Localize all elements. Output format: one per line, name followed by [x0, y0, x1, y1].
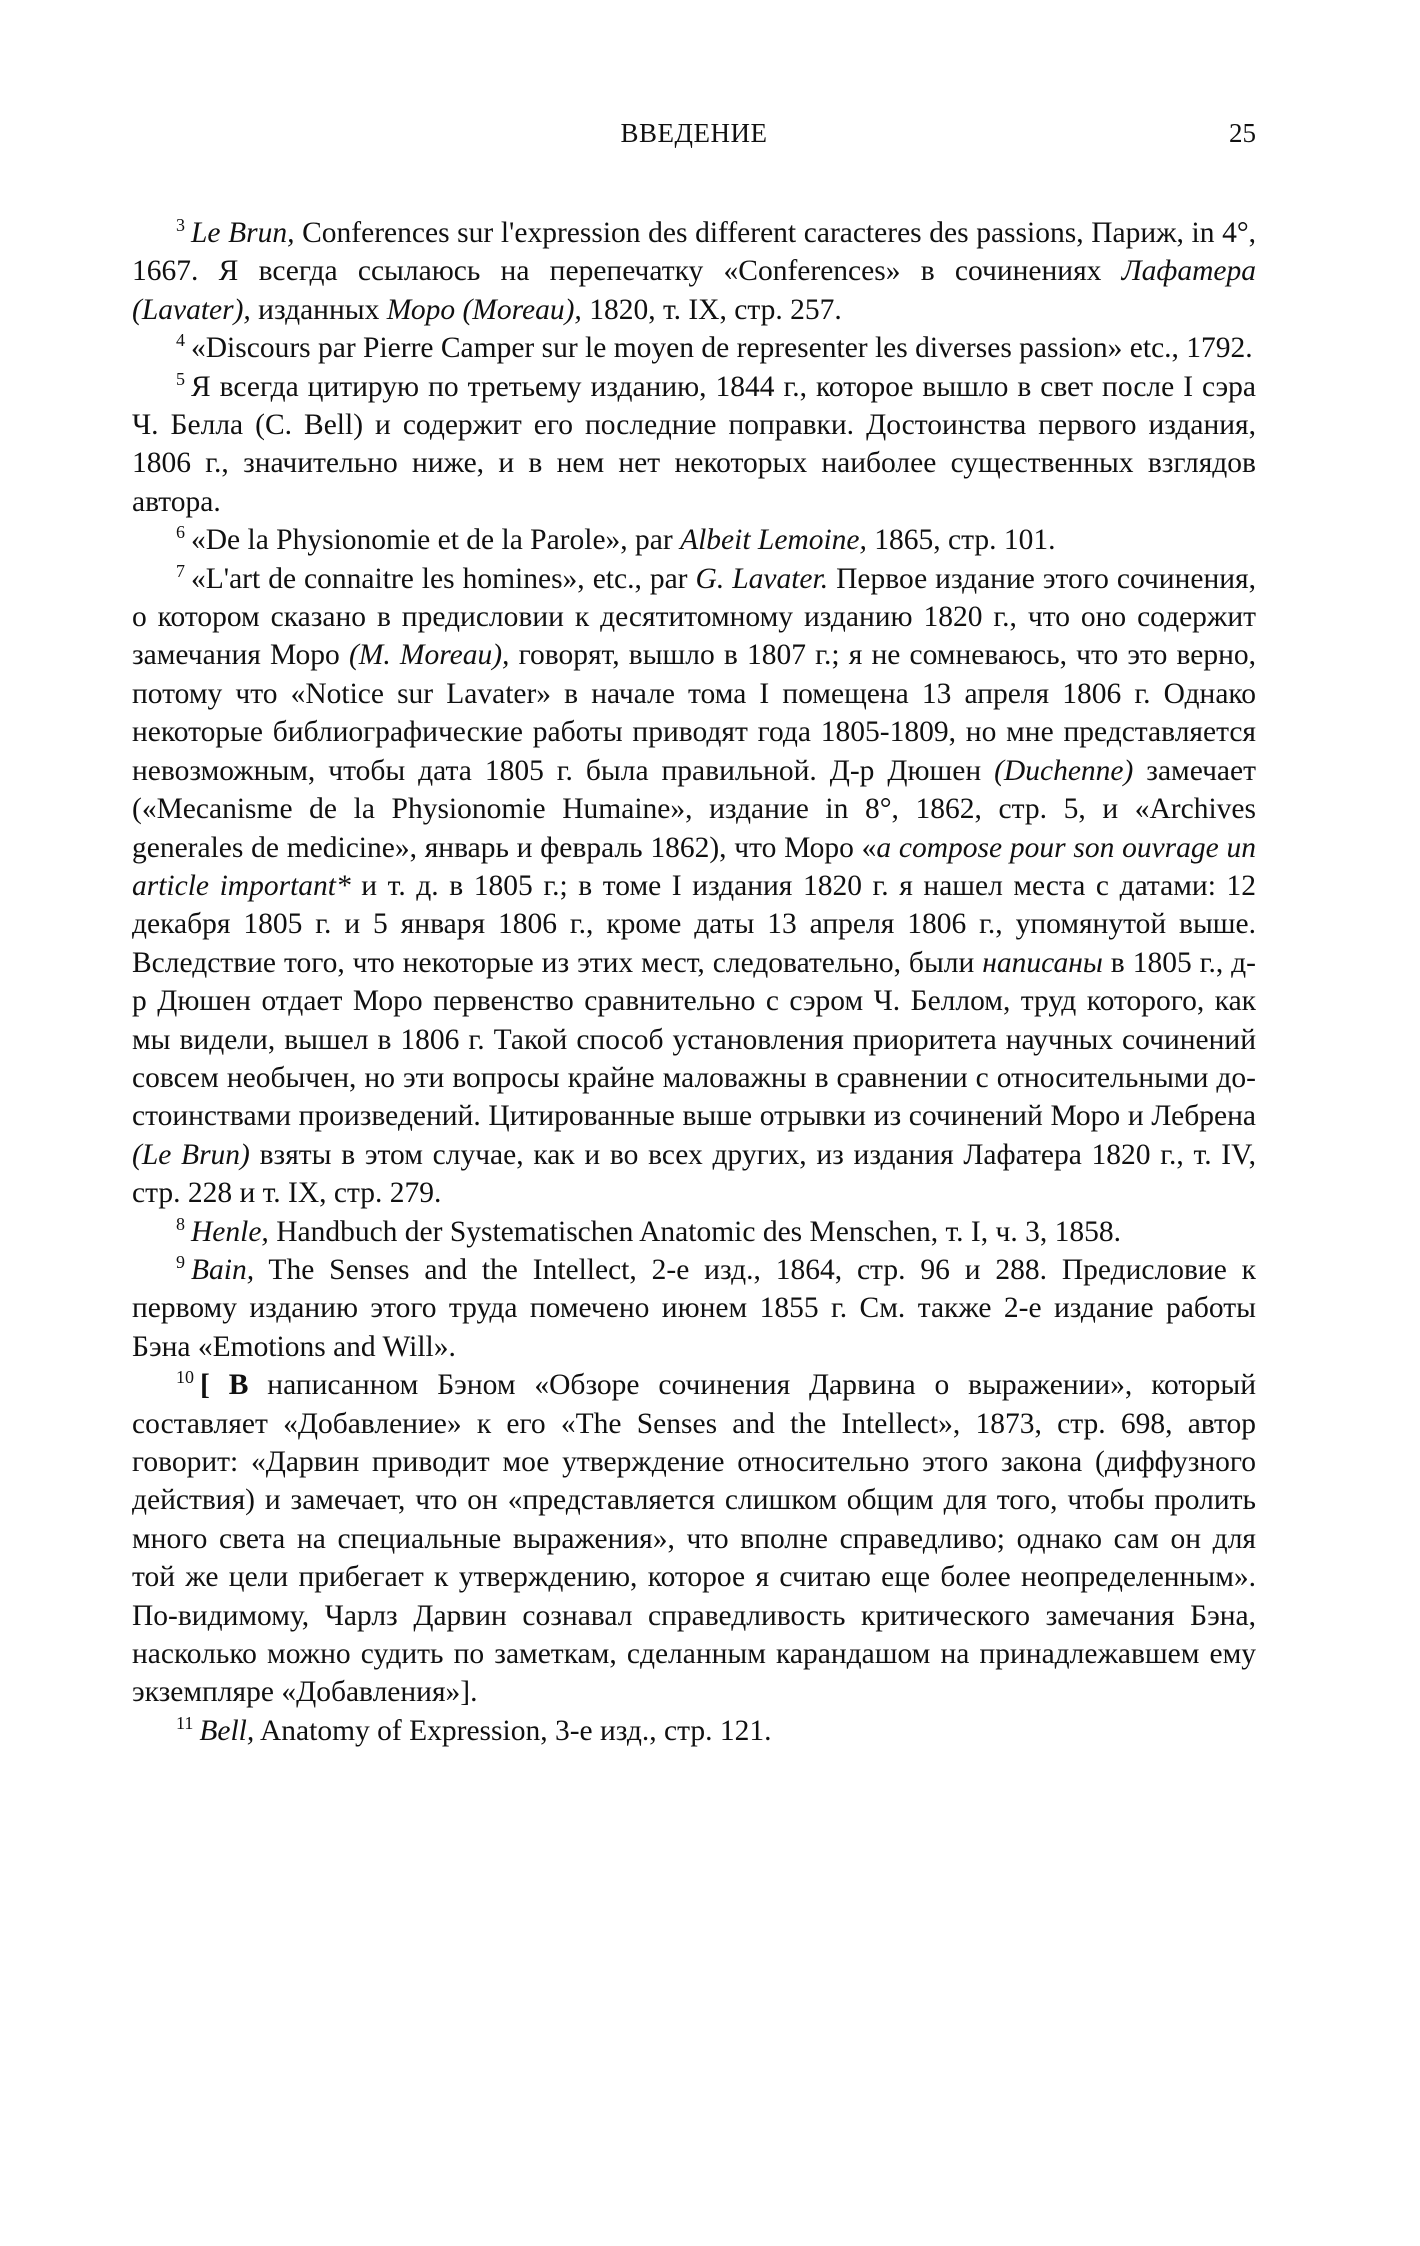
footnote-text: «Discours par Pierre Camper sur le moyen de representer les diverses passion» etc., 1792.: [191, 332, 1253, 365]
footnote-italic-text: Le Brun,: [191, 217, 295, 249]
book-page: [132, 118, 1256, 1750]
footnote-number: 9: [176, 1252, 185, 1273]
footnote-text: Conferences sur l'expression des different caracteres des passions, Париж, in 4°, 1667. Я всегда ссылаюсь на перепечатку «Conferences» в сочинениях: [132, 217, 1256, 288]
footnote-number: 3: [176, 215, 185, 236]
footnote-italic-text: Лафатера (Lavater),: [132, 255, 1256, 326]
footnote-italic-text: (Le Brun): [132, 1138, 250, 1171]
footnote-text: говорят, вышло в 1807 г.; я не сомневаюсь, что это верно, потому что «Notice sur Lavater» в начале тома I помещена 13 апреля 1806 г. Однако некоторые библиографические работы приводят года 1805-1809, но мне представляется невозможным, чтобы дата 1805 г. была правильной. Д-р Дюшен: [132, 639, 1257, 787]
footnote-number: 11: [176, 1713, 194, 1734]
footnote-text: в 1805 г., д-р Дюшен отдает Моро первенство сравнительно с сэром Ч. Беллом, труд которого, как мы видели, вышел в 1806 г. Такой способ установления приоритета научных сочинений совсем необычен, но эти вопросы крайне маловажны в сравнении с относительными достоинствами произведений. Цитированные выше отрывки из сочинений Моро и Лебрена: [132, 946, 1256, 1133]
footnote-text: и т. д. в 1805 г.; в томе I издания 1820 г. я нашел места с датами: 12 декабря 1805 г. и 5 января 1806 г., кроме даты 13 апреля 1806 г., упомянутой выше. Вследствие того, что некоторые из этих мест, следовательно, были: [132, 869, 1256, 979]
footnote-italic-text: Bain,: [191, 1253, 255, 1286]
footnote-7: [132, 560, 1256, 1213]
footnote-text: изданных: [250, 293, 387, 326]
footnote-text: Anatomy of Expression, 3-е изд., стр. 121.: [254, 1714, 772, 1747]
footnote-text: Я всегда цитирую по третьему изданию, 1844 г., которое вышло в свет после I сэра Ч. Белла (C. Bell) и содержит его последние поправки. Достоинства первого издания, 1806 г., значительно ниже, и в нем нет некоторых наиболее существенных взглядов автора.: [132, 370, 1256, 518]
footnote-text: «L'art de connaitre les homines», etc., par: [191, 562, 696, 595]
footnote-10: [132, 1366, 1256, 1712]
footnote-text: Handbuch der Systematischen Anatomic des Menschen, т. I, ч. 3, 1858.: [268, 1215, 1121, 1248]
footnote-bold-text: [ В: [200, 1369, 249, 1402]
footnote-italic-text: Albeit Lemoine,: [680, 524, 867, 557]
footnote-text: замечает («Mecanisme de la Physionomie Humaine», издание in 8°, 1862, стр. 5, и «Archives generales de medicine», январь и февраль 1862), что Моро «: [132, 754, 1256, 864]
footnote-text: «De la Physionomie et de la Parole», par: [191, 524, 681, 557]
footnote-number: 6: [176, 522, 185, 543]
footnote-5: [132, 368, 1256, 522]
footnote-number: 8: [176, 1213, 185, 1234]
footnote-11: [132, 1712, 1256, 1750]
page-number: 25: [1229, 118, 1256, 148]
footnote-text: 1865, стр. 101.: [866, 524, 1056, 557]
footnote-8: [132, 1213, 1256, 1251]
footnote-italic-text: G. Lavater.: [695, 562, 829, 595]
footnote-text: Первое издание этого сочинения, о котором сказано в предисловии к десятитомному изданию 1820 г., что оно содержит замечания Моро: [132, 562, 1256, 672]
footnote-text: 1820, т. IX, стр. 257.: [581, 293, 842, 326]
running-title: ВВЕДЕНИЕ: [620, 118, 768, 148]
footnote-italic-text: написаны: [982, 946, 1103, 979]
footnote-text: написанном Бэном «Обзоре сочинения Дарвина о выражении», который составляет «Добавление» к его «The Senses and the Intellect», 1873, стр. 698, автор говорит: «Дарвин приводит мое утверждение относительно этого закона (диффузного действия) и замечает, что он «представляется слишком общим для того, чтобы пролить много света на специальные выражения», что вполне справедливо; однако сам он для той же цели прибегает к утверждению, которое я считаю еще более неопределенным». По-видимому, Чарлз Дарвин сознавал справедливость критического замечания Бэна, насколько можно судить по заметкам, сделанным карандашом на принадлежавшем ему экземпляре «Добавления»].: [132, 1369, 1257, 1709]
footnote-italic-text: a compose pour son ouvrage un article important*: [132, 831, 1256, 902]
footnote-number: 5: [176, 368, 185, 389]
footnote-italic-text: Henle,: [191, 1215, 269, 1248]
footnote-number: 7: [176, 560, 185, 581]
footnote-italic-text: (Duchenne): [994, 754, 1134, 787]
footnote-italic-text: Bell,: [199, 1714, 255, 1747]
footnote-6: [132, 521, 1256, 559]
running-header: [132, 118, 1256, 168]
footnote-number: 10: [176, 1367, 194, 1388]
footnote-text: взяты в этом случае, как и во всех других, из издания Лафатера 1820 г., т. IV, стр. 228 и т. IX, стр. 279.: [132, 1138, 1256, 1210]
footnote-9: [132, 1251, 1256, 1366]
footnote-4: [132, 329, 1256, 367]
footnotes-list: [132, 214, 1256, 1750]
footnote-number: 4: [176, 330, 185, 351]
footnote-italic-text: Моро (Moreau),: [386, 293, 582, 326]
footnote-text: The Senses and the Intellect, 2-е изд., 1864, стр. 96 и 288. Предисловие к первому изданию этого труда помечено июнем 1855 г. См. также 2-е издание работы Бэна «Emotions and Will».: [132, 1253, 1256, 1363]
footnote-3: [132, 214, 1256, 329]
footnote-italic-text: (M. Moreau),: [348, 639, 510, 672]
